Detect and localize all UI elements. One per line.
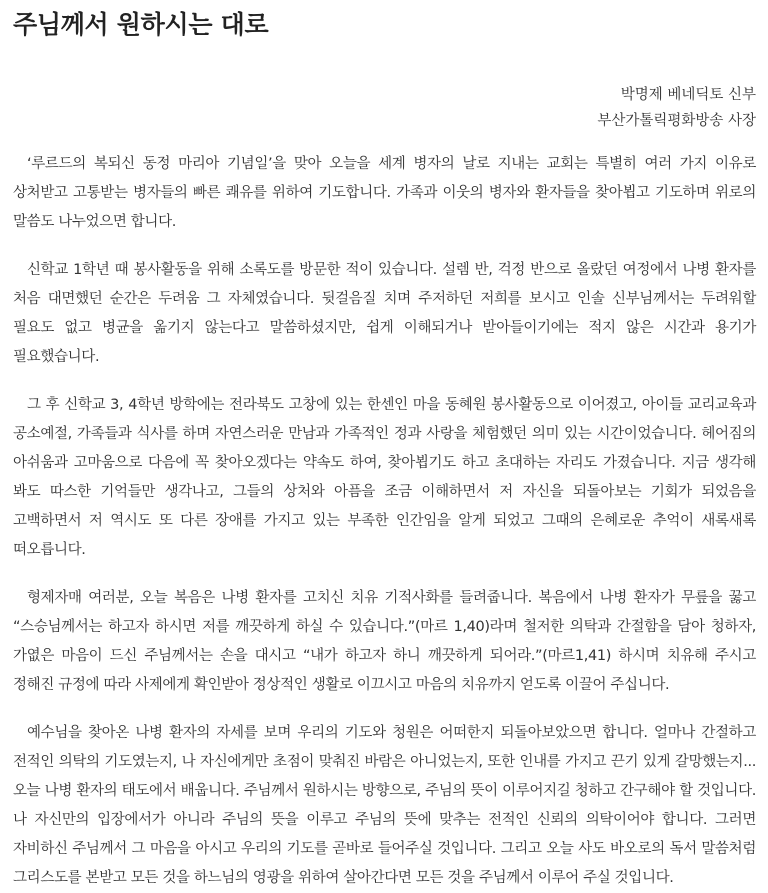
byline bbox=[13, 82, 756, 134]
paragraph-1: ‘루르드의 복되신 동정 마리아 기념일’을 맞아 오늘을 세계 병자의 날로 지내는 교회는 특별히 여러 가지 이유로 상처받고 고통받는 병자들의 빠른 쾌유를 위하여 기도합니다. 가족과 이웃의 병자와 환자들을 찾아뵙고 기도하며 위로의 말씀도 나누었으면 합니다. bbox=[13, 156, 756, 230]
paragraph-5: 예수님을 찾아온 나병 환자의 자세를 보며 우리의 기도와 청원은 어떠한지 되돌아보았으면 합니다. 얼마나 간절하고 전적인 의탁의 기도였는지, 나 자신에게만 초점이 맞춰진 바람은 아니었는지, 또한 인내를 가지고 끈기 있게 갈망했는지... 오늘 나병 환자의 태도에서 배웁니다. 주님께서 원하시는 방향으로, 주님의 뜻이 이루어지길 청하고 간구해야 할 것입니다. 나 자신만의 입장에서가 아니라 주님의 뜻을 이루고 주님의 뜻에 맞추는 전적인 신뢰의 의탁이어야 합니다. 그러면 자비하신 주님께서 그 마음을 아시고 우리의 기도를 곧바로 들어주실 것입니다. 그리고 오늘 사도 바오로의 독서 말씀처럼 그리스도를 본받고 모든 것을 하느님의 영광을 위하여 살아간다면 모든 것을 주님께서 이루어 주실 것입니다. bbox=[13, 725, 756, 886]
author-affiliation: 부산가톨릭평화방송 사장 bbox=[597, 113, 756, 129]
paragraph-3: 그 후 신학교 3, 4학년 방학에는 전라북도 고창에 있는 한센인 마을 동혜원 봉사활동으로 이어졌고, 아이들 교리교육과 공소예절, 가족들과 식사를 하며 자연스러운 만남과 가족적인 정과 사랑을 체험했던 의미 있는 시간이었습니다. 헤어짐의 아쉬움과 고마움으로 다음에 꼭 찾아오겠다는 약속도 하여, 찾아뵙기도 하고 초대하는 자리도 가졌습니다. 지금 생각해 봐도 따스한 기억들만 생각나고, 그들의 상처와 아픔을 조금 이해하면서 저 자신을 되돌아보는 기회가 되었음을 고백하면서 저 역시도 또 다른 장애를 가지고 있는 부족한 인간임을 알게 되었고 그때의 은혜로운 추억이 새록새록 떠오릅니다. bbox=[13, 397, 756, 558]
article-body bbox=[13, 150, 756, 893]
paragraph-4: 형제자매 여러분, 오늘 복음은 나병 환자를 고치신 치유 기적사화를 들려줍니다. 복음에서 나병 환자가 무릎을 꿇고 “스승님께서는 하고자 하시면 저를 깨끗하게 하실 수 있습니다.”(마르 1,40)라며 철저한 의탁과 간절함을 담아 청하자, 가엾은 마음이 드신 주님께서는 손을 대시고 “내가 하고자 하니 깨끗하게 되어라.”(마르1,41) 하시며 치유해 주시고 정해진 규정에 따라 사제에게 확인받아 정상적인 생활로 이끄시고 마음의 치유까지 얻도록 이끌어 주십니다. bbox=[13, 590, 756, 693]
author-name: 박명제 베네딕토 신부 bbox=[620, 87, 756, 103]
paragraph-2: 신학교 1학년 때 봉사활동을 위해 소록도를 방문한 적이 있습니다. 설렘 반, 걱정 반으로 올랐던 여정에서 나병 환자를 처음 대면했던 순간은 두려움 그 자체였습니다. 뒷걸음질 치며 주저하던 저희를 보시고 인솔 신부님께서는 두려워할 필요도 없고 병균을 옮기지 않는다고 말씀하셨지만, 쉽게 이해되거나 받아들이기에는 적지 않은 시간과 용기가 필요했습니다. bbox=[13, 262, 756, 365]
page-title: 주님께서 원하시는 대로 bbox=[13, 10, 269, 39]
